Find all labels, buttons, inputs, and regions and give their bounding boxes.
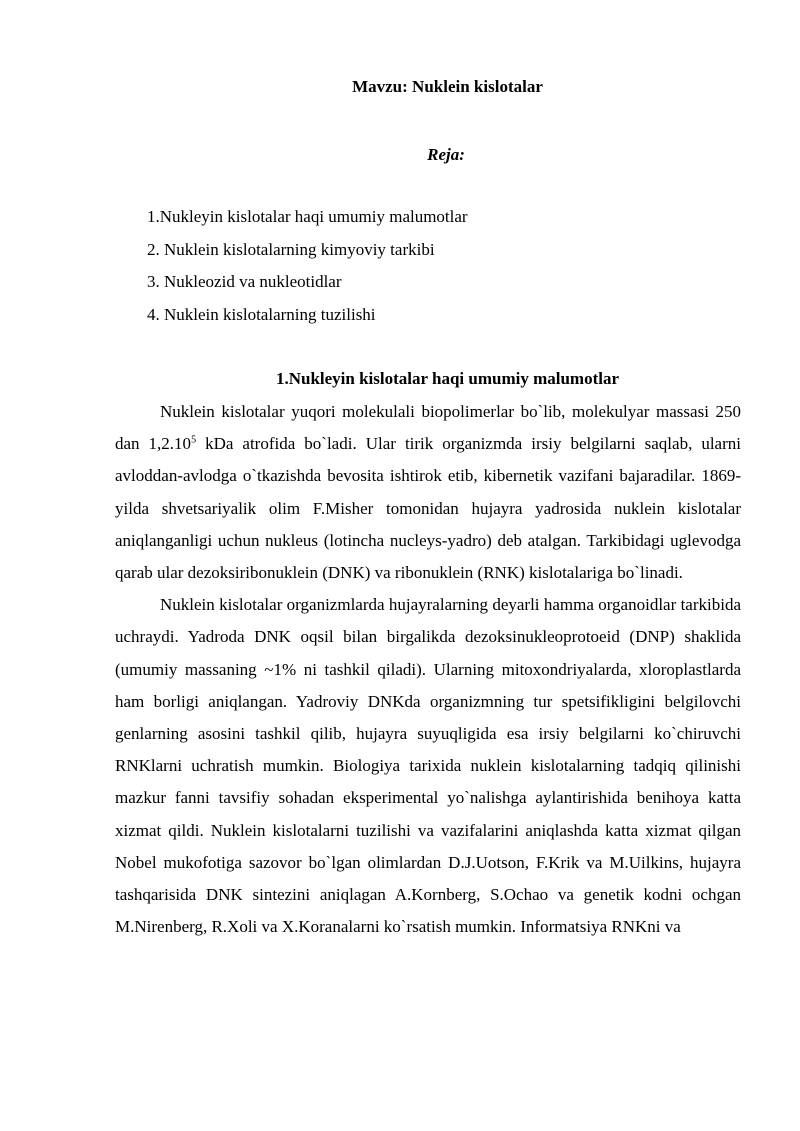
plan-item: 2. Nuklein kislotalarning kimyoviy tarkibi: [147, 239, 435, 259]
body-text: [115, 396, 741, 943]
plan-item: 4. Nuklein kislotalarning tuzilishi: [147, 304, 376, 324]
plan-list: [147, 205, 468, 335]
plan-item: 1.Nukleyin kislotalar haqi umumiy malumotlar: [147, 207, 468, 226]
plan-item: 3. Nukleozid va nukleotidlar: [147, 272, 342, 291]
section-heading: 1.Nukleyin kislotalar haqi umumiy malumotlar: [275, 369, 620, 388]
paragraph-1: [115, 396, 741, 589]
exponent: 5: [191, 434, 197, 446]
document-title: Mavzu: Nuklein kislotalar: [352, 77, 543, 96]
paragraph-1-text-start: Nuklein kislotalar yuqori molekulali biopolimerlar bo`lib, molekulyar massasi 250 dan 1,2.10: [115, 402, 741, 454]
paragraph-2: Nuklein kislotalar organizmlarda hujayralarning deyarli hamma organoidlar tarkibida uchraydi. Yadroda DNK oqsil bilan birgalikda dezoksinukleoprotoeid (DNP) shaklida (umumiy massaning ~1% ni tashkil qiladi). Ularning mitoxondriyalarda, xloroplastlarda ham borligi aniqlangan. Yadroviy DNKda organizmning tur spetsifikligini belgilovchi genlarning asosini tashkil qilib, hujayra suyuqligida esa irsiy belgilarni ko`chiruvchi RNKlarni uchratish mumkin. Biologiya tarixida nuklein kislotalarning tadqiq qilinishi mazkur fanni tavsifiy sohadan eksperimental yo`nalishga aylantirishida benihoya katta xizmat qildi. Nuklein kislotalarni tuzilishi va vazifalarini aniqlashda katta xizmat qilgan Nobel mukofotiga sazovor bo`lgan olimlardan D.J.Uotson, F.Krik va M.Uilkins, hujayra tashqarisida DNK sintezini aniqlagan A.Kornberg, S.Ochao va genetik kodni ochgan M.Nirenberg, R.Xoli va X.Koranalarni ko`rsatish mumkin. Informatsiya RNKni va: [115, 595, 741, 937]
plan-heading: Reja:: [427, 145, 465, 164]
paragraph-1-text-end: kDa atrofida bo`ladi. Ular tirik organizmda irsiy belgilarni saqlab, ularni avloddan-avlodga o`tkazishda bevosita ishtirok etib, kibernetik vazifani bajaradilar. 1869- yilda shvetsariyalik olim F.Misher tomonidan hujayra yadrosida nuklein kislotalar aniqlanganligi uchun nukleus (lotincha nucleys-yadro) deb atalgan. Tarkibidagi uglevodga qarab ular dezoksiribonuklein (DNK) va ribonuklein (RNK) kislotalariga bo`linadi.: [115, 434, 741, 583]
